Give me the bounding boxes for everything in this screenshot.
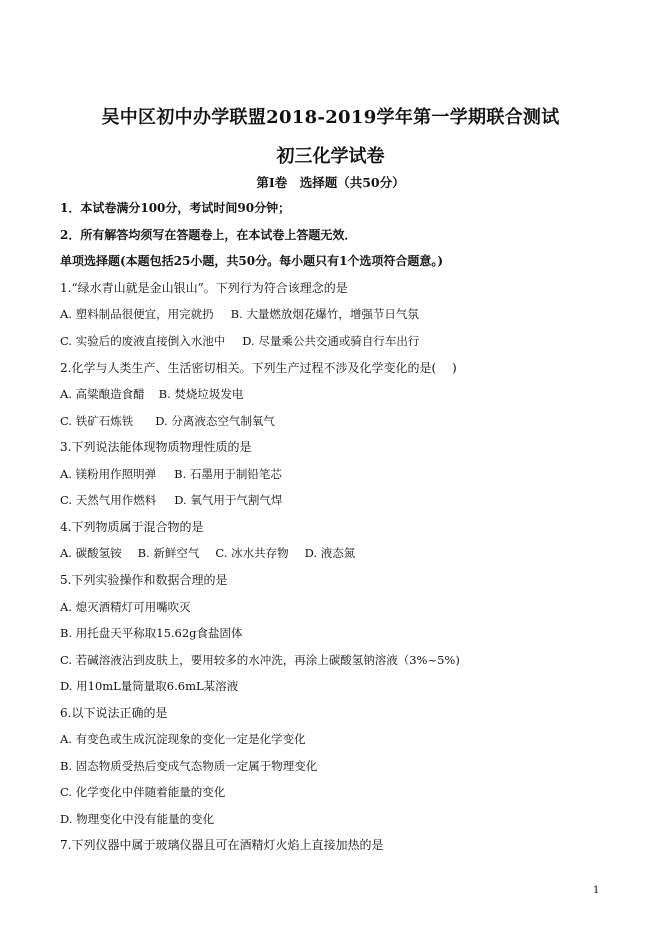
question-3-option-b: B. 石墨用于制铅笔芯 xyxy=(174,467,282,481)
question-6-stem: 6.以下说法正确的是 xyxy=(60,706,168,720)
question-6-option-d: D. 物理变化中没有能量的变化 xyxy=(60,812,215,826)
question-4-option-d: D. 液态氮 xyxy=(304,546,356,560)
question-1-option-d: D. 尽量乘公共交通或骑自行车出行 xyxy=(242,334,420,348)
question-3-option-c: C. 天然气用作燃料 xyxy=(60,493,157,507)
question-2-options-row-1 xyxy=(60,386,243,402)
question-4-option-b: B. 新鲜空气 xyxy=(137,546,200,560)
question-4-option-c: C. 冰水共存物 xyxy=(215,546,289,560)
question-1-options-row-1 xyxy=(60,306,419,322)
page-number: 1 xyxy=(593,885,600,896)
question-2-option-c: C. 铁矿石炼铁 xyxy=(60,414,134,428)
question-2-options-row-2 xyxy=(60,413,275,429)
question-3-options-row-1 xyxy=(60,466,282,482)
note-1: 1．本试卷满分100分，考试时间90分钟； xyxy=(60,201,291,215)
question-2-option-b: B. 焚烧垃圾发电 xyxy=(158,387,244,401)
question-7-stem: 7.下列仪器中属于玻璃仪器且可在酒精灯火焰上直接加热的是 xyxy=(60,838,384,852)
question-6-option-a: A. 有变色或生成沉淀现象的变化一定是化学变化 xyxy=(60,732,306,746)
note-2: 2．所有解答均须写在答题卷上，在本试卷上答题无效． xyxy=(60,228,357,242)
section-heading: 第I卷 选择题（共50分） xyxy=(256,175,405,190)
question-5-stem: 5.下列实验操作和数据合理的是 xyxy=(60,573,228,587)
exam-title: 吴中区初中办学联盟2018-2019学年第一学期联合测试 xyxy=(101,107,560,128)
question-1-options-row-2 xyxy=(60,333,419,349)
question-4-options-row-1 xyxy=(60,545,355,561)
question-3-stem: 3.下列说法能体现物质物理性质的是 xyxy=(60,440,252,454)
question-4-stem: 4.下列物质属于混合物的是 xyxy=(60,520,204,534)
question-2-stem: 2.化学与人类生产、生活密切相关。下列生产过程不涉及化学变化的是( ) xyxy=(60,361,457,375)
question-2-option-a: A. 高粱酿造食醋 xyxy=(60,387,145,401)
question-2-option-d: D. 分离液态空气制氧气 xyxy=(155,414,275,428)
question-6-option-b: B. 固态物质受热后变成气态物质一定属于物理变化 xyxy=(60,759,318,773)
question-4-option-a: A. 碳酸氢铵 xyxy=(60,546,122,560)
question-5-option-d: D. 用10mL量筒量取6.6mL某溶液 xyxy=(60,679,239,693)
question-1-option-a: A. 塑料制品很便宜，用完就扔 xyxy=(60,307,214,321)
question-3-option-a: A. 镁粉用作照明弹 xyxy=(60,467,157,481)
question-5-option-b: B. 用托盘天平称取15.62g食盐固体 xyxy=(60,626,243,640)
instruction: 单项选择题(本题包括25小题，共50分。每小题只有1个选项符合题意。) xyxy=(60,254,444,268)
question-5-option-a: A. 熄灭酒精灯可用嘴吹灭 xyxy=(60,600,191,614)
question-3-option-d: D. 氧气用于气割气焊 xyxy=(174,493,283,507)
question-1-stem: 1.“绿水青山就是金山银山”。下列行为符合该理念的是 xyxy=(60,281,348,295)
question-3-options-row-2 xyxy=(60,492,282,508)
question-1-option-c: C. 实验后的废液直接倒入水池中 xyxy=(60,334,226,348)
question-6-option-c: C. 化学变化中伴随着能量的变化 xyxy=(60,785,226,799)
question-5-option-c: C. 若碱溶液沾到皮肤上，要用较多的水冲洗，再涂上碳酸氢钠溶液（3%~5%) xyxy=(60,653,460,667)
exam-subtitle: 初三化学试卷 xyxy=(276,146,385,167)
question-1-option-b: B. 大量燃放烟花爆竹，增强节日气氛 xyxy=(230,307,419,321)
